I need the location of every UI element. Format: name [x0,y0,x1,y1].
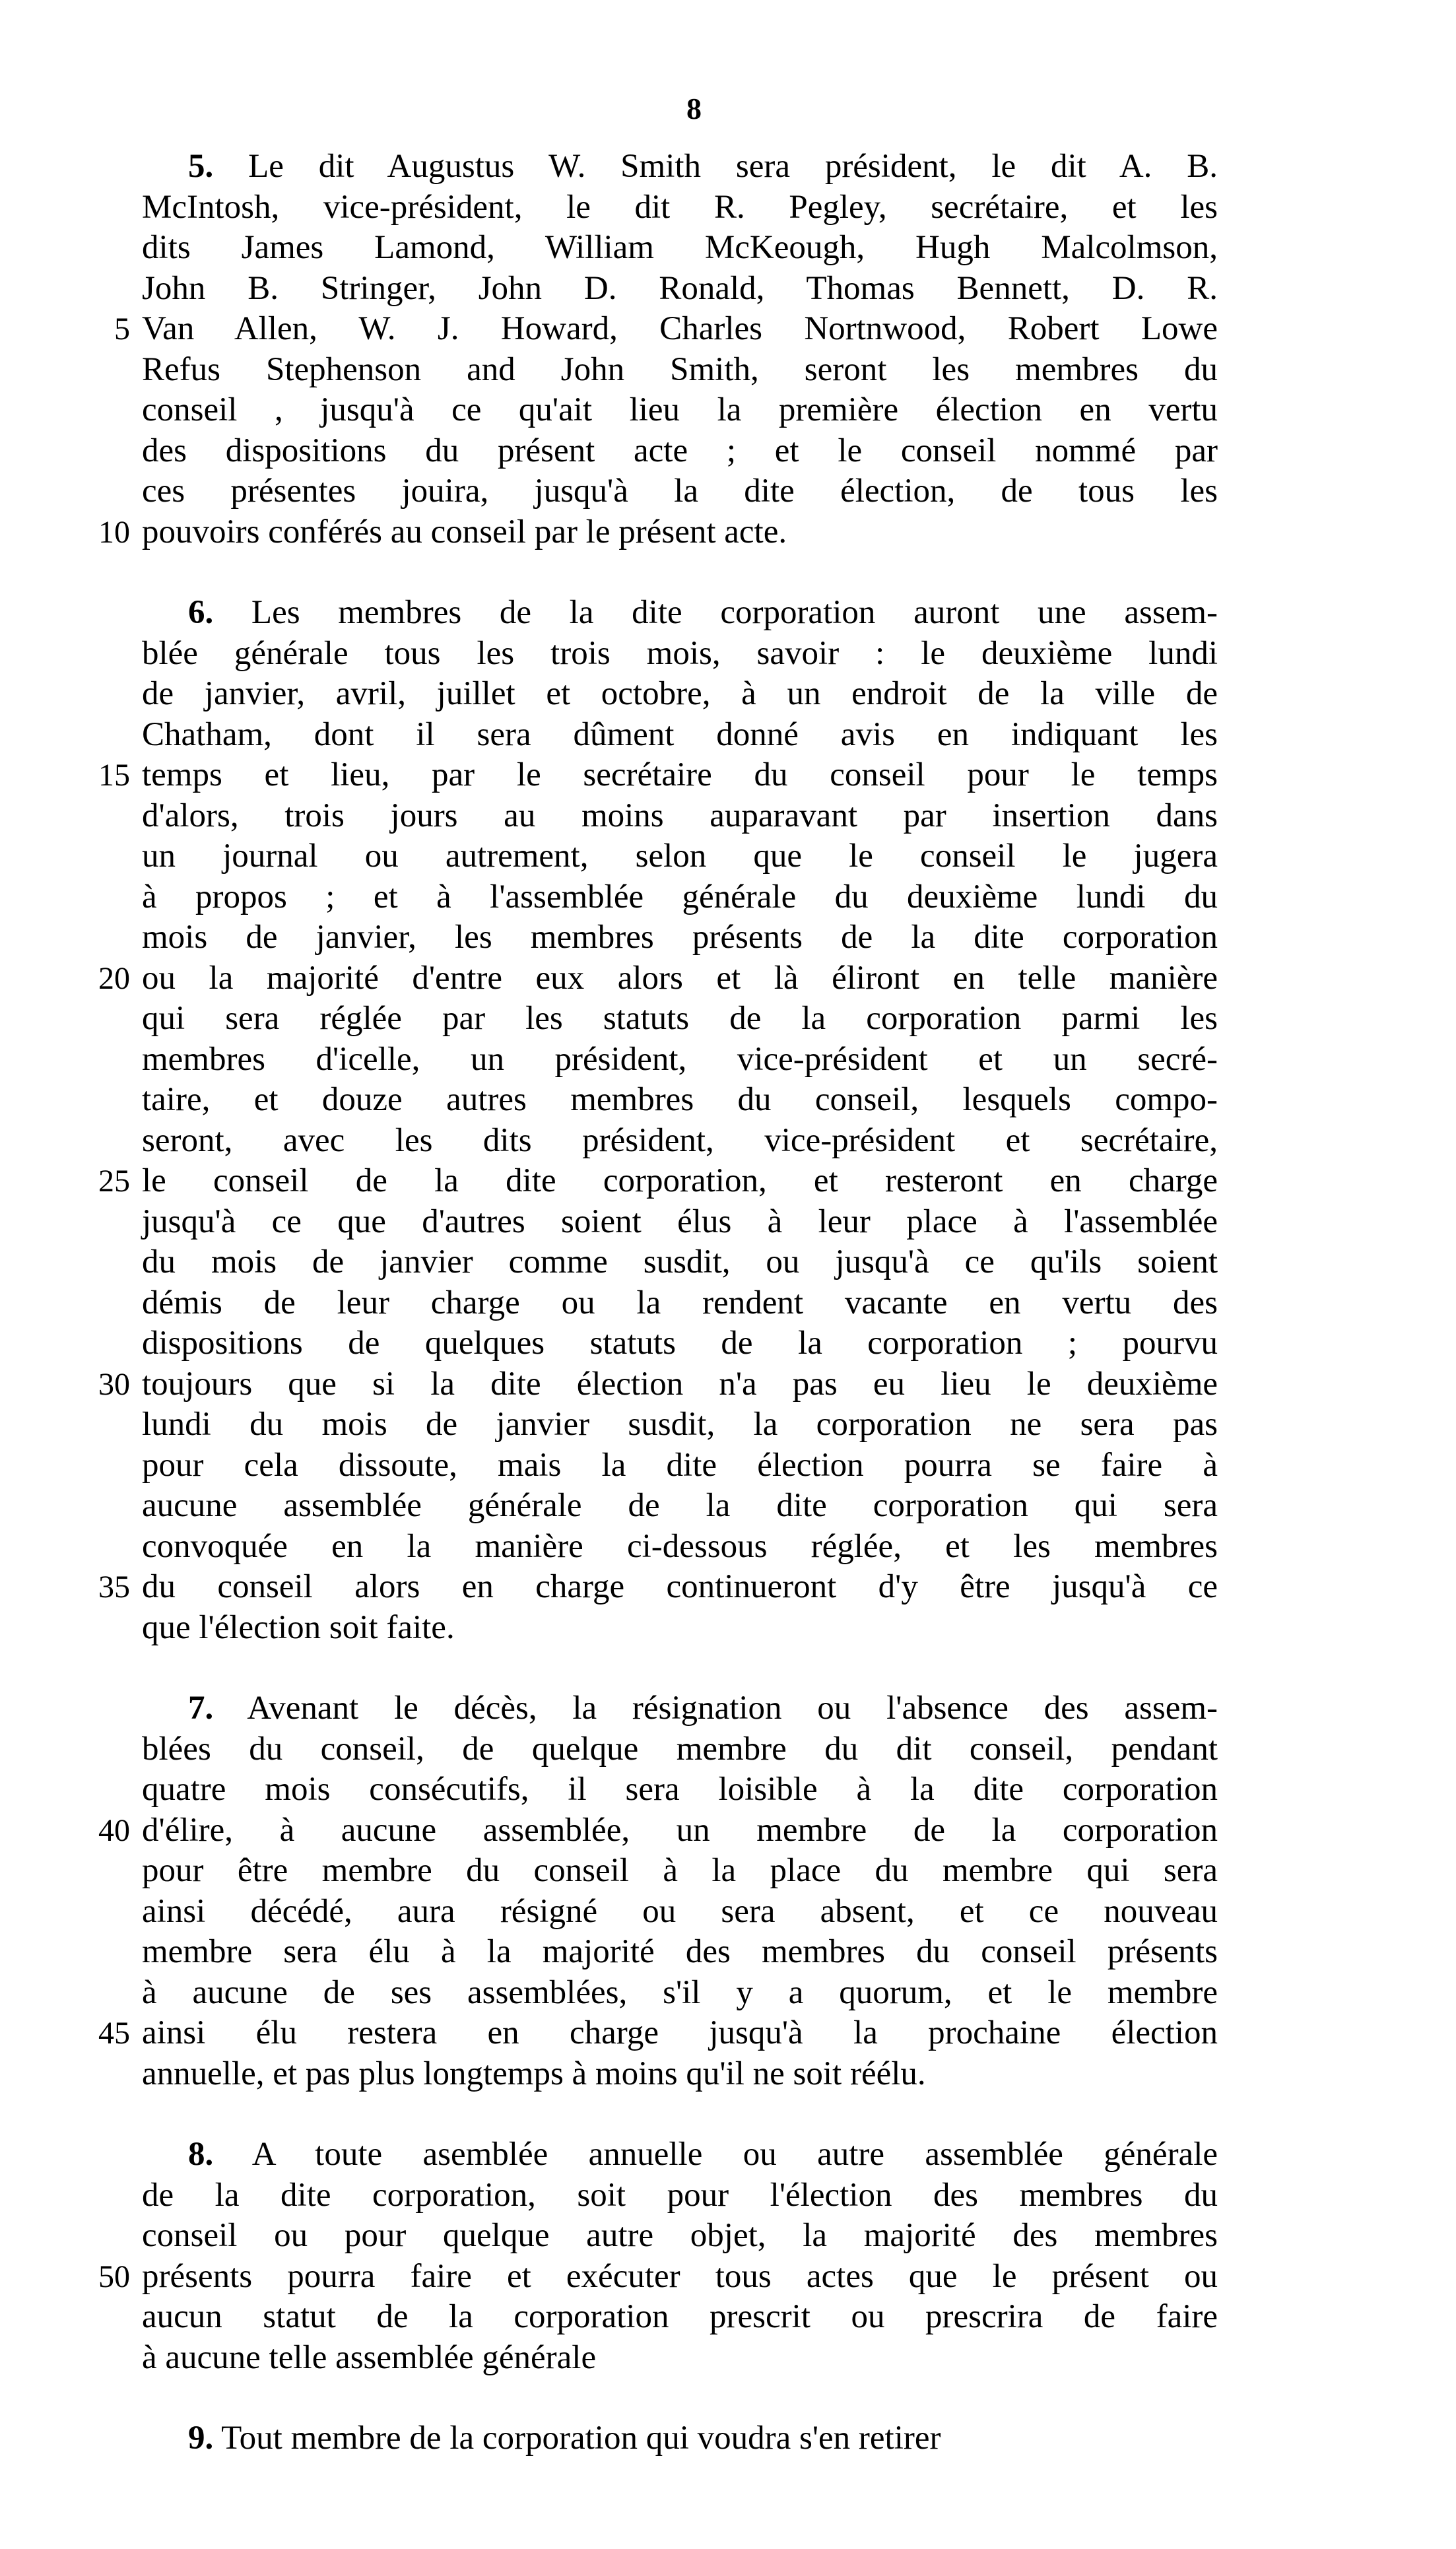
line-text: 8. A toute asemblée annuelle ou autre assemblée générale [188,2136,1218,2173]
text-line [142,2175,1218,2216]
line-number: 45 [98,2016,130,2051]
paragraph-section-6 [98,593,1218,1648]
line-number: 15 [98,758,130,793]
text-line [142,593,1218,634]
text-line [142,796,1218,837]
text-line [142,1486,1218,1527]
line-text: pouvoirs conférés au conseil par le présent acte. [142,513,787,550]
line-number: 40 [98,1812,130,1848]
line-text: pour être membre du conseil à la place du membre qui sera [142,1852,1218,1889]
paragraph-section-8 [98,2135,1218,2378]
line-number: 5 [114,312,130,347]
text-line [142,715,1218,756]
section-number: 8. [188,2136,214,2173]
text-line [142,431,1218,472]
text-line [142,1242,1218,1283]
text-line [142,2338,1218,2379]
line-text: à propos ; et à l'assemblée générale du deuxième lundi du [142,878,1218,915]
line-number: 25 [98,1164,130,1199]
line-text: ces présentes jouira, jusqu'à la dite élection, de tous les [142,473,1218,510]
section-number: 7. [188,1690,214,1727]
line-text: du conseil alors en charge continueront d'y être jusqu'à ce [142,1568,1218,1605]
line-text: 9. Tout membre de la corporation qui voudra s'en retirer [188,2420,941,2457]
line-text: démis de leur charge ou la rendent vacante en vertu des [142,1284,1218,1321]
line-text: pour cela dissoute, mais la dite élection pourra se faire à [142,1446,1218,1484]
line-text: présents pourra faire et exécuter tous actes que le présent ou [142,2257,1218,2295]
text-line [142,1932,1218,1973]
text-line [142,877,1218,918]
line-text: ainsi élu restera en charge jusqu'à la prochaine élection [142,2014,1218,2051]
line-text: dits James Lamond, William McKeough, Hugh Malcolmson, [142,229,1218,266]
text-line [98,1567,1218,1608]
text-line [142,2297,1218,2338]
line-text: conseil ou pour quelque autre objet, la majorité des membres [142,2217,1218,2254]
text-line [142,269,1218,310]
text-line [142,634,1218,675]
line-text: temps et lieu, par le secrétaire du conseil pour le temps [142,756,1218,793]
text-line [142,674,1218,715]
paragraph-section-9 [142,2418,1218,2459]
line-text: 7. Avenant le décès, la résignation ou l'absence des assem- [188,1690,1218,1727]
line-text: d'élire, à aucune assemblée, un membre de la corporation [142,1811,1218,1849]
line-text: taire, et douze autres membres du conseil, lesquels compo- [142,1081,1218,1118]
text-line [142,1121,1218,1162]
line-text: à aucune de ses assemblées, s'il y a quorum, et le membre [142,1973,1218,2011]
text-line [142,1770,1218,1810]
page-number: 8 [686,92,702,125]
section-number: 6. [188,594,214,631]
line-text: jusqu'à ce que d'autres soient élus à leur place à l'assemblée [142,1203,1218,1240]
text-line [142,471,1218,512]
line-text: du mois de janvier comme susdit, ou jusqu'à ce qu'ils soient [142,1243,1218,1280]
line-text: d'alors, trois jours au moins auparavant par insertion dans [142,797,1218,834]
line-text: aucun statut de la corporation prescrit ou prescrira de faire [142,2298,1218,2335]
text-line [98,2013,1218,2054]
line-text: conseil , jusqu'à ce qu'ait lieu la première élection en vertu [142,391,1218,428]
text-line [142,350,1218,391]
line-text: membre sera élu à la majorité des membres du conseil présents [142,1933,1218,1970]
text-line [142,147,1218,187]
text-line [142,1445,1218,1486]
text-line [142,1892,1218,1933]
text-line [142,1202,1218,1243]
line-text: qui sera réglée par les statuts de la corporation parmi les [142,1000,1218,1037]
text-line [98,755,1218,796]
line-number: 20 [98,960,130,996]
line-text: ainsi décédé, aura résigné ou sera absent, et ce nouveau [142,1892,1218,1930]
text-line [142,1729,1218,1770]
text-line [142,1080,1218,1121]
text-line [98,512,1218,553]
line-text: blées du conseil, de quelque membre du dit conseil, pendant [142,1730,1218,1768]
line-text: le conseil de la dite corporation, et resteront en charge [142,1162,1218,1199]
line-text: convoquée en la manière ci-dessous réglée, et les membres [142,1527,1218,1565]
line-number: 10 [98,514,130,550]
text-line [142,1688,1218,1729]
text-line [142,228,1218,269]
text-line [142,1608,1218,1649]
text-line [98,1161,1218,1202]
line-text: membres d'icelle, un président, vice-président et un secré- [142,1040,1218,1078]
line-text: 5. Le dit Augustus W. Smith sera président, le dit A. B. [188,148,1218,185]
line-text: John B. Stringer, John D. Ronald, Thomas Bennett, D. R. [142,269,1218,307]
line-text: Chatham, dont il sera dûment donné avis en indiquant les [142,715,1218,753]
line-number: 30 [98,1366,130,1402]
line-text: 6. Les membres de la dite corporation auront une assem- [188,594,1218,631]
line-text: de janvier, avril, juillet et octobre, à un endroit de la ville de [142,675,1218,712]
line-text: blée générale tous les trois mois, savoir : le deuxième lundi [142,634,1218,672]
text-line [142,999,1218,1040]
text-line [142,1973,1218,2014]
text-line [142,187,1218,228]
text-line [142,2054,1218,2095]
text-line [142,1851,1218,1892]
paragraph-section-5 [98,147,1218,552]
line-text: un journal ou autrement, selon que le conseil le jugera [142,838,1218,875]
text-line [142,2135,1218,2175]
document-body [98,147,1218,2499]
text-line [142,1405,1218,1445]
line-number: 50 [98,2259,130,2294]
text-line [98,958,1218,999]
text-line [98,1810,1218,1851]
text-line [142,390,1218,431]
line-text: que l'élection soit faite. [142,1608,455,1646]
section-number: 5. [188,148,214,185]
line-text: aucune assemblée générale de la dite corporation qui sera [142,1487,1218,1524]
line-text: lundi du mois de janvier susdit, la corporation ne sera pas [142,1406,1218,1443]
line-text: mois de janvier, les membres présents de la dite corporation [142,919,1218,956]
line-text: Van Allen, W. J. Howard, Charles Nortnwood, Robert Lowe [142,310,1218,347]
line-text: de la dite corporation, soit pour l'élection des membres du [142,2176,1218,2214]
text-line [98,1364,1218,1405]
text-line [142,836,1218,877]
text-line [142,917,1218,958]
line-text: seront, avec les dits président, vice-président et secrétaire, [142,1121,1218,1159]
section-number: 9. [188,2420,214,2457]
text-line [142,1527,1218,1568]
line-text: Refus Stephenson and John Smith, seront les membres du [142,350,1218,388]
text-line [142,1323,1218,1364]
line-text: dispositions de quelques statuts de la corporation ; pourvu [142,1325,1218,1362]
paragraph-section-7 [98,1688,1218,2094]
text-line [98,2257,1218,2298]
line-number: 35 [98,1570,130,1605]
text-line [142,1040,1218,1080]
line-text: des dispositions du présent acte ; et le conseil nommé par [142,432,1218,469]
text-line [114,309,1218,350]
line-text: toujours que si la dite élection n'a pas eu lieu le deuxième [142,1365,1218,1403]
line-text: quatre mois consécutifs, il sera loisible à la dite corporation [142,1771,1218,1808]
line-text: annuelle, et pas plus longtemps à moins qu'il ne soit réélu. [142,2055,926,2092]
line-text: ou la majorité d'entre eux alors et là éliront en telle manière [142,959,1218,997]
text-line [142,2216,1218,2257]
line-text: à aucune telle assemblée générale [142,2338,597,2376]
text-line [142,2418,1218,2459]
line-text: McIntosh, vice-président, le dit R. Pegley, secrétaire, et les [142,188,1218,226]
text-line [142,1283,1218,1324]
